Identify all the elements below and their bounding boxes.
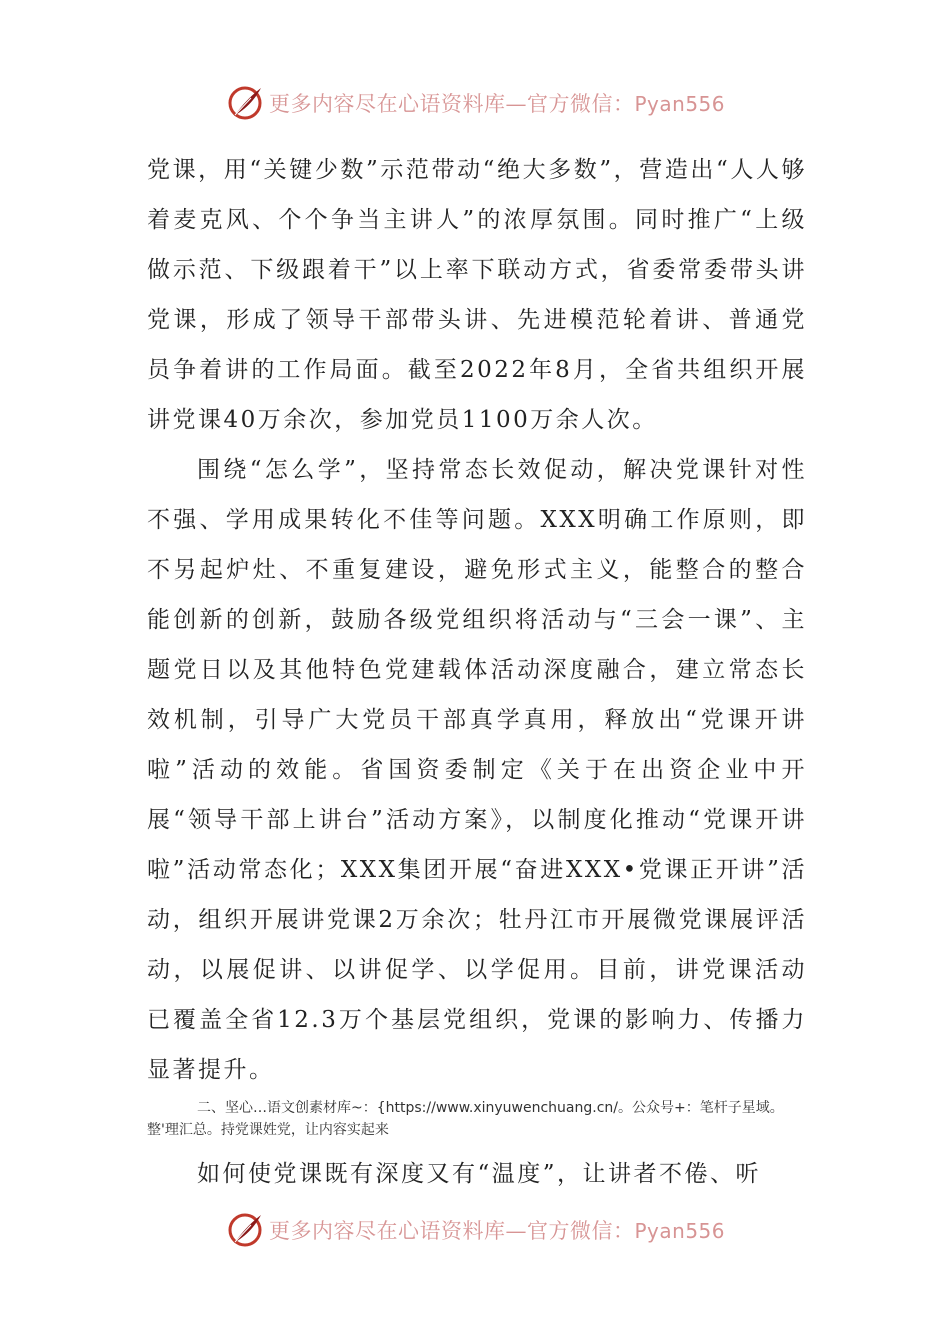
footer-banner: [0, 1208, 950, 1252]
header-banner-text: 更多内容尽在心语资料库—官方微信：Pyan556: [268, 92, 725, 116]
source-note: 二、坚心…语文创素材库~：{https://www.xinyuwenchuang.cn/。公众号+：笔杆子星域。整'理汇总。持党课姓党，让内容实起来: [147, 1100, 784, 1138]
paragraph-2: 围绕“怎么学”，坚持常态长效促动，解决党课针对性不强、学用成果转化不佳等问题。XXX明确工作原则，即不另起炉灶、不重复建设，避免形式主义，能整合的整合能创新的创新，鼓励各级党组织将活动与“三会一课”、主题党日以及其他特色党建载体活动深度融合，建立常态长效机制，引导广大党员干部真学真用，释放出“党课开讲啦”活动的效能。省国资委制定《关于在出资企业中开展“领导干部上讲台”活动方案》，以制度化推动“党课开讲啦”活动常态化；XXX集团开展“奋进XXX•党课正开讲”活动，组织开展讲党课2万余次；牡丹江市开展微党课展评活动，以展促讲、以讲促学、以学促用。目前，讲党课活动已覆盖全省12.3万个基层党组织，党课的影响力、传播力显著提升。: [147, 457, 807, 1083]
quill-logo-icon: [225, 83, 265, 123]
document-body: [147, 145, 807, 1199]
quill-logo-icon: [225, 1210, 265, 1250]
footer-banner-text: 更多内容尽在心语资料库—官方微信：Pyan556: [268, 1219, 725, 1243]
header-banner: [0, 81, 950, 125]
paragraph-1: 党课，用“关键少数”示范带动“绝大多数”，营造出“人人够着麦克风、个个争当主讲人”的浓厚氛围。同时推广“上级做示范、下级跟着干”以上率下联动方式，省委常委带头讲党课，形成了领导干部带头讲、先进模范轮着讲、普通党员争着讲的工作局面。截至2022年8月，全省共组织开展讲党课40万余次，参加党员1100万余人次。: [147, 157, 807, 433]
paragraph-3: 如何使党课既有深度又有“温度”，让讲者不倦、听: [197, 1161, 762, 1187]
